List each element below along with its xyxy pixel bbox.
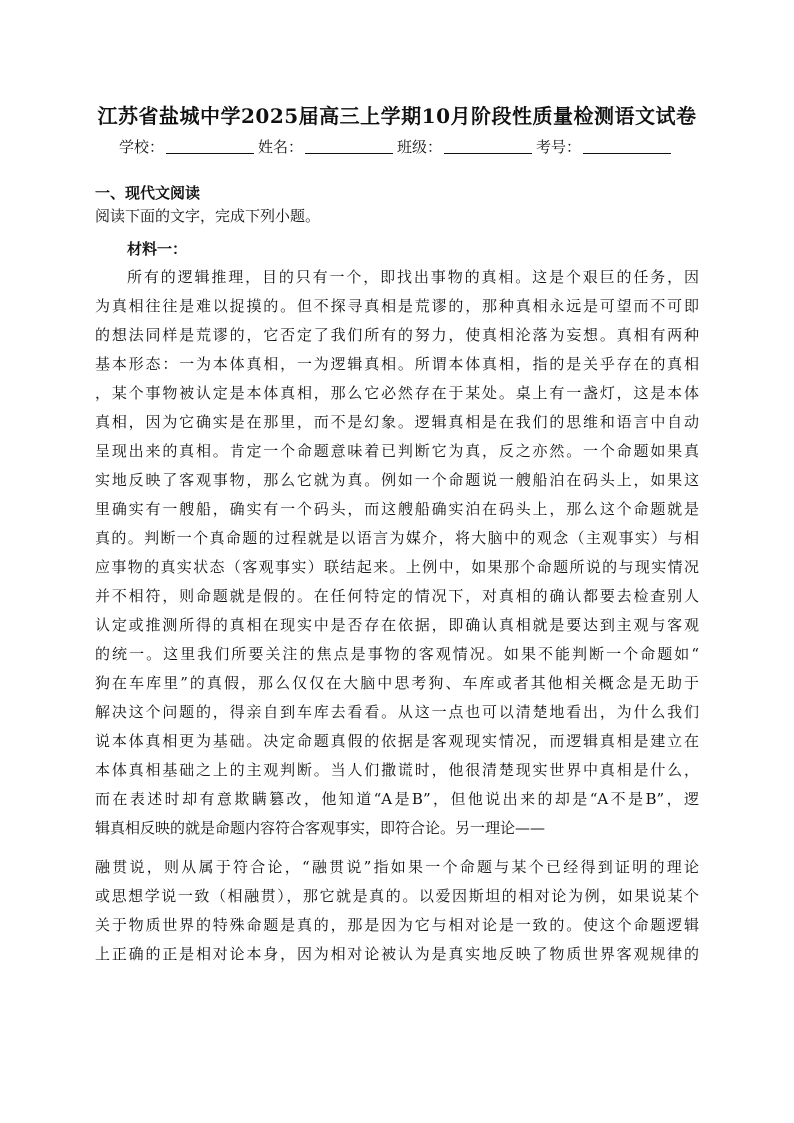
- passage-line: 上正确的正是相对论本身，因为相对论被认为是真实地反映了物质世界客观规律的: [95, 945, 699, 963]
- name-label: 姓名：: [257, 138, 303, 156]
- material-label: 材料一：: [127, 240, 188, 258]
- exam-number-label: 考号：: [536, 138, 582, 156]
- passage-line: 解决这个问题的，得亲自到车库去看看。从这一点也可以清楚地看出，为什么我们: [95, 703, 699, 721]
- passage-line: 融贯说，则从属于符合论，“融贯说”指如果一个命题与某个已经得到证明的理论: [95, 858, 699, 876]
- class-label: 班级：: [397, 138, 443, 156]
- passage-line: 狗在车库里”的真假，那么仅仅在大脑中思考狗、车库或者其他相关概念是无助于: [95, 674, 699, 692]
- passage-line: 本体真相基础之上的主观判断。当人们撒谎时，他很清楚现实世界中真相是什么，: [95, 761, 699, 779]
- school-blank[interactable]: [166, 139, 254, 154]
- passage-line: 基本形态：一为本体真相，一为逻辑真相。所谓本体真相，指的是关乎存在的真相: [95, 355, 699, 373]
- name-blank[interactable]: [305, 139, 393, 154]
- passage-line: 或思想学说一致（相融贯），那它就是真的。以爱因斯坦的相对论为例，如果说某个: [95, 887, 699, 905]
- passage-line: 里确实有一艘船，确实有一个码头，而这艘船确实泊在码头上，那么这个命题就是: [95, 500, 699, 518]
- section-heading: 一、现代文阅读: [95, 184, 201, 202]
- passage-line: 辑真相反映的就是命题内容符合客观事实，即符合论。另一理论——: [95, 819, 546, 837]
- passage-line: 说本体真相更为基础。决定命题真假的依据是客观现实情况，而逻辑真相是建立在: [95, 732, 699, 750]
- exam-title: 江苏省盐城中学2025届高三上学期10月阶段性质量检测语文试卷: [97, 104, 697, 128]
- passage-line: 真的。判断一个真命题的过程就是以语言为媒介，将大脑中的观念（主观事实）与相: [95, 529, 699, 547]
- passage-line: ，某个事物被认定是本体真相，那么它必然存在于某处。桌上有一盏灯，这是本体: [95, 384, 699, 402]
- exam-number-blank[interactable]: [583, 139, 671, 154]
- passage-line: 的想法同样是荒谬的，它否定了我们所有的努力，使真相沦落为妄想。真相有两种: [95, 326, 699, 344]
- class-blank[interactable]: [444, 139, 532, 154]
- passage-line: 真相，因为它确实是在那里，而不是幻象。逻辑真相是在我们的思维和语言中自动: [95, 413, 699, 431]
- student-info-row: [0, 136, 794, 157]
- passage-line: 关于物质世界的特殊命题是真的，那是因为它与相对论是一致的。使这个命题逻辑: [95, 916, 699, 934]
- passage-line: 呈现出来的真相。肯定一个命题意味着已判断它为真，反之亦然。一个命题如果真: [95, 442, 699, 460]
- passage-line: 实地反映了客观事物，那么它就为真。例如一个命题说一艘船泊在码头上，如果这: [95, 471, 699, 489]
- passage-line: 为真相往往是难以捉摸的。但不探寻真相是荒谬的，那种真相永远是可望而不可即: [95, 297, 699, 315]
- passage-line: 并不相符，则命题就是假的。在任何特定的情况下，对真相的确认都要去检查别人: [95, 587, 699, 605]
- passage-line: 的统一。这里我们所要关注的焦点是事物的客观情况。如果不能判断一个命题如“: [95, 645, 699, 663]
- section-instruction: 阅读下面的文字，完成下列小题。: [95, 207, 321, 225]
- passage-line: 应事物的真实状态（客观事实）联结起来。上例中，如果那个命题所说的与现实情况: [95, 558, 699, 576]
- passage-line: 所有的逻辑推理，目的只有一个，即找出事物的真相。这是个艰巨的任务，因: [127, 268, 699, 286]
- passage-line: 而在表述时却有意欺瞒篡改，他知道“A是B”，但他说出来的却是“A不是B”，逻: [95, 790, 699, 808]
- school-label: 学校：: [118, 138, 164, 156]
- passage-line: 认定或推测所得的真相在现实中是否存在依据，即确认真相就是要达到主观与客观: [95, 616, 699, 634]
